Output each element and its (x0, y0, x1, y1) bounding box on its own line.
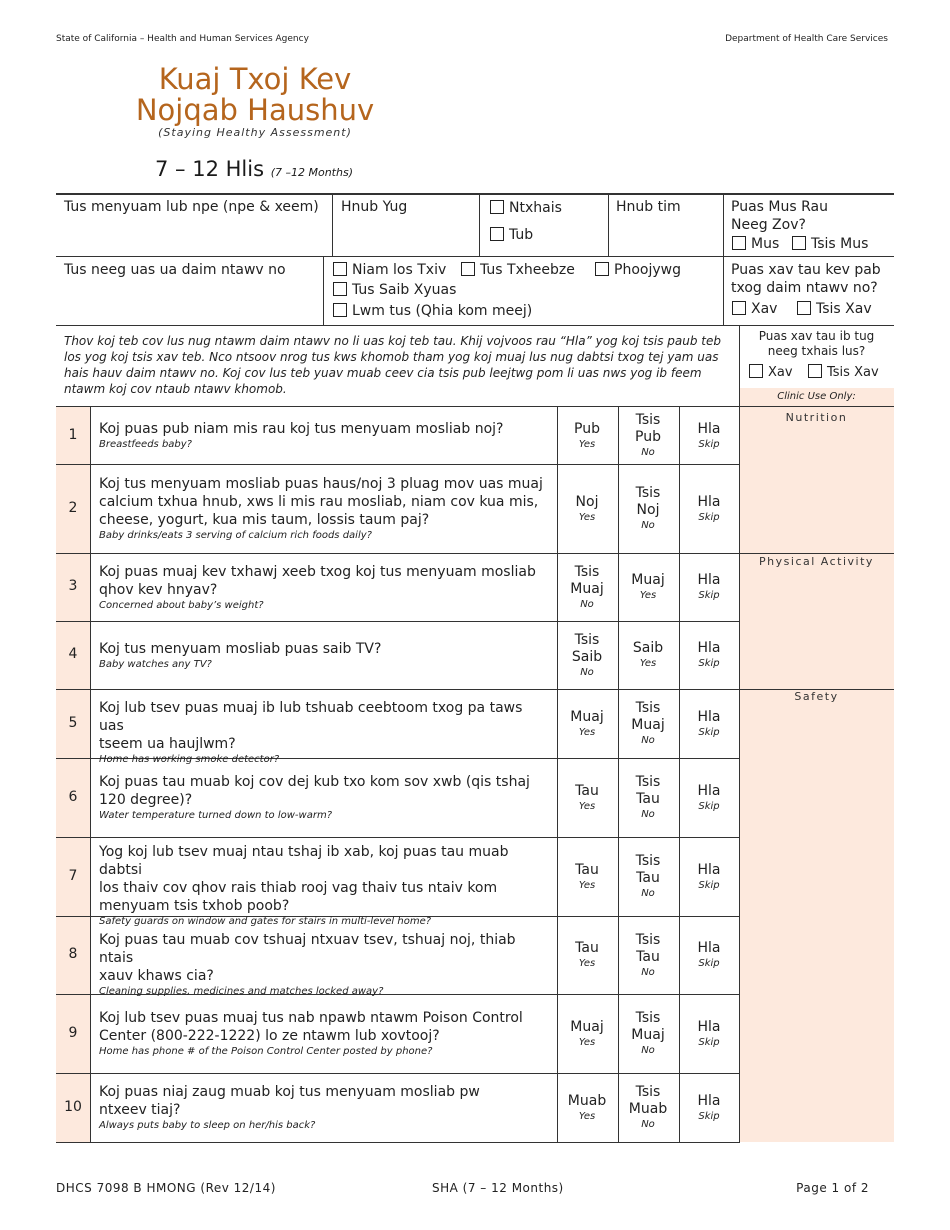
school-question-line: Neeg Zov? (731, 217, 806, 233)
answer-english: Skip (698, 1110, 720, 1122)
form-title-english: (Staying Healthy Assessment) (158, 126, 352, 139)
answer-english: Yes (578, 726, 596, 738)
answer-english: Yes (578, 438, 596, 450)
checkbox[interactable] (490, 227, 504, 241)
respondent-label: Tus neeg uas ua daim ntawv no (64, 262, 286, 278)
checkbox[interactable] (732, 301, 746, 315)
question-text-line: Koj tus menyuam mosliab puas haus/noj 3 pluag mov uas muaj (99, 476, 543, 492)
answer-label: Muaj (570, 708, 604, 725)
question-text-line: Koj puas muaj kev txhawj xeeb txog koj tus menyuam mosliab (99, 563, 536, 580)
form-rule-2 (56, 325, 894, 326)
answer-option-1[interactable] (557, 632, 617, 679)
clinic-section-nutrition: Nutrition (785, 411, 848, 424)
table-row-rule (56, 689, 740, 690)
checkbox[interactable] (808, 364, 822, 378)
answer-english: No (641, 888, 655, 899)
clinic-rule-nutrition (740, 553, 894, 554)
answer-label: Saib (632, 640, 664, 656)
answer-label: Muab (567, 1092, 607, 1109)
answer-english: Skip (698, 438, 720, 450)
answer-label: Muaj (631, 1027, 665, 1043)
question-english: Safety guards on window and gates for stairs in multi-level home? (99, 916, 432, 927)
answer-option-1[interactable] (557, 1093, 617, 1123)
form-title-line1: Kuaj Txoj Kev (158, 62, 352, 96)
answer-english: Skip (698, 1036, 720, 1048)
answer-english: No (641, 1045, 655, 1056)
footer-page: Page 1 of 2 (796, 1181, 869, 1195)
question-number: 8 (68, 946, 78, 962)
question-text (99, 563, 549, 612)
answer-label: Tsis (574, 563, 600, 580)
question-text-line: calcium txhua hnub, xws li mis rau mosliab, niam cov kua mis, (99, 494, 539, 510)
answer-label: Tsis (635, 1084, 661, 1100)
answer-english: No (641, 809, 655, 820)
answer-option-3[interactable] (679, 940, 739, 970)
answer-label: Hla (697, 782, 721, 799)
answer-english: Skip (698, 511, 720, 523)
option-label: Xav (751, 301, 778, 317)
answer-label: Tau (636, 791, 660, 807)
answer-option-2[interactable] (618, 932, 678, 979)
question-text (99, 843, 549, 928)
answer-label: Hla (697, 708, 721, 725)
interpreter-question-line: neeg txhais lus? (767, 344, 866, 358)
checkbox[interactable] (595, 262, 609, 276)
answer-option-1[interactable] (557, 564, 617, 611)
option-label: Phoojywg (614, 262, 681, 278)
question-text-line: qhov kev hnyav? (99, 581, 218, 598)
answer-label: Noj (636, 502, 660, 518)
child-name-field[interactable]: Tus menyuam lub npe (npe & xeem) (64, 199, 319, 215)
question-english: Cleaning supplies, medicines and matches locked away? (99, 985, 384, 997)
age-range-hmong: 7 – 12 Hlis (155, 157, 265, 181)
option-label: Tsis Mus (811, 236, 869, 252)
question-text (99, 699, 549, 766)
question-text-line: tseem ua haujlwm? (99, 736, 236, 752)
question-number: 6 (68, 788, 78, 805)
form-vline-1 (332, 194, 333, 256)
clinic-use-label: Clinic Use Only: (777, 391, 856, 402)
department-header: Department of Health Care Services (725, 34, 888, 44)
respondent-option-friend[interactable] (595, 262, 681, 278)
answer-english: No (580, 666, 594, 678)
interpreter-option-no[interactable] (808, 364, 879, 380)
answer-label: Tsis (635, 412, 661, 428)
answer-option-2[interactable] (618, 853, 678, 900)
answer-option-3[interactable] (679, 572, 739, 602)
option-label: Tsis Xav (816, 301, 872, 317)
clinic-section-safety: Safety (794, 690, 839, 703)
interpreter-question (740, 329, 893, 359)
clinic-section-physical-activity: Physical Activity (759, 555, 874, 568)
answer-label: Tau (575, 940, 599, 956)
question-text-line: cheese, yogurt, kua mis taum, lossis taum paj? (99, 512, 430, 528)
answer-label: Tsis (574, 631, 600, 648)
question-number: 9 (68, 1024, 78, 1041)
option-label: Ntxhais (509, 200, 562, 216)
answer-english: Yes (578, 800, 596, 812)
answer-option-2[interactable] (618, 485, 678, 532)
question-english: Baby drinks/eats 3 serving of calcium rich foods daily? (99, 530, 372, 541)
agency-header: State of California – Health and Human Services Agency (56, 34, 309, 44)
answer-label: Saib (571, 648, 603, 665)
question-text-line: ntxeev tiaj? (99, 1102, 181, 1118)
answer-english: Skip (698, 800, 720, 812)
help-question-line: Puas xav tau kev pab (731, 262, 881, 278)
answer-option-1[interactable] (557, 1019, 617, 1049)
answer-label: Pub (574, 420, 600, 437)
question-text (99, 773, 549, 822)
help-question (731, 261, 881, 297)
answer-option-3[interactable] (679, 640, 739, 670)
answer-english: Skip (698, 958, 720, 969)
sex-option-girl[interactable] (490, 200, 562, 216)
answer-option-1[interactable] (557, 421, 617, 451)
answer-option-3[interactable] (679, 862, 739, 892)
question-number: 2 (68, 499, 78, 516)
answer-option-2[interactable] (618, 1010, 678, 1057)
question-number: 3 (68, 578, 78, 594)
question-text-line: xauv khaws cia? (99, 967, 214, 984)
interpreter-question-line: Puas xav tau ib tug (758, 329, 875, 343)
school-option-yes[interactable] (732, 236, 779, 252)
question-number: 4 (68, 646, 78, 662)
question-number: 7 (68, 867, 78, 884)
footer-center: SHA (7 – 12 Months) (432, 1181, 564, 1195)
question-english: Home has phone # of the Poison Control Center posted by phone? (99, 1046, 433, 1057)
answer-option-3[interactable] (679, 709, 739, 739)
form-vline-4 (723, 194, 724, 325)
table-row-rule (56, 464, 740, 465)
answer-label: Hla (697, 420, 721, 437)
checkbox[interactable] (792, 236, 806, 250)
help-option-no[interactable] (797, 301, 872, 317)
option-label: Mus (751, 236, 780, 252)
sex-option-boy[interactable] (490, 227, 533, 243)
answer-label: Noj (575, 493, 599, 510)
answer-english: Skip (698, 726, 720, 738)
question-english: Water temperature turned down to low-warm? (99, 810, 333, 821)
answer-option-2[interactable] (618, 412, 678, 459)
question-text-line: Koj tus menyuam mosliab puas saib TV? (99, 640, 382, 657)
answer-english: Skip (698, 590, 720, 601)
school-question-line: Puas Mus Rau (731, 199, 828, 215)
answer-option-3[interactable] (679, 421, 739, 451)
question-text (99, 1009, 549, 1058)
checkbox[interactable] (333, 303, 347, 317)
table-row-rule (56, 621, 740, 622)
answer-label: Tau (575, 861, 599, 878)
answer-label: Hla (697, 1092, 721, 1109)
checkbox[interactable] (333, 262, 347, 276)
question-text (99, 475, 549, 542)
school-question (731, 198, 828, 234)
table-row-rule (56, 1142, 740, 1143)
answer-english: Yes (639, 658, 657, 669)
answer-english: Yes (639, 590, 657, 601)
answer-label: Muab (628, 1101, 668, 1117)
option-label: Niam los Txiv (352, 262, 447, 278)
option-label: Xav (768, 365, 793, 380)
question-text (99, 931, 549, 998)
answer-english: No (641, 520, 655, 531)
question-text-line: Koj puas pub niam mis rau koj tus menyuam mosliab noj? (99, 421, 504, 437)
answer-english: No (641, 735, 655, 746)
clinic-use-area (740, 388, 894, 1142)
question-english: Home has working smoke detector? (99, 754, 280, 765)
form-rule-1 (56, 256, 894, 257)
answer-label: Muaj (631, 572, 665, 588)
question-text-line: 120 degree)? (99, 792, 193, 808)
age-range (155, 157, 353, 181)
footer-form-id: DHCS 7098 B HMONG (Rev 12/14) (56, 1181, 276, 1195)
answer-english: Yes (578, 1110, 596, 1122)
answer-label: Tsis (635, 931, 661, 948)
question-text (99, 1083, 549, 1132)
question-english: Baby watches any TV? (99, 658, 212, 670)
answer-option-1[interactable] (557, 783, 617, 813)
question-text-line: los thaiv cov qhov rais thiab rooj vag thaiv tus ntaiv kom (99, 880, 498, 896)
answer-label: Hla (697, 940, 721, 956)
answer-label: Tsis (635, 700, 661, 716)
respondent-option-other[interactable] (333, 303, 532, 319)
checkbox[interactable] (749, 364, 763, 378)
checkbox[interactable] (797, 301, 811, 315)
question-text-line: Koj lub tsev puas muaj tus nab npawb ntawm Poison Control (99, 1010, 523, 1026)
answer-label: Hla (697, 1018, 721, 1035)
answer-option-1[interactable] (557, 494, 617, 524)
question-text (99, 420, 549, 451)
question-number: 1 (68, 426, 78, 443)
answer-english: Skip (698, 658, 720, 669)
clinic-use-rule (740, 406, 894, 407)
answer-english: Yes (578, 511, 596, 523)
respondent-option-parent[interactable] (333, 262, 446, 278)
form-vline-3 (608, 194, 609, 256)
school-option-no[interactable] (792, 236, 868, 252)
answer-label: Hla (697, 493, 721, 510)
answer-label: Tsis (635, 485, 661, 501)
option-label: Tus Saib Xyuas (352, 282, 457, 298)
answer-option-1[interactable] (557, 940, 617, 970)
qtable-vline-num (90, 407, 91, 1142)
question-text-line: Koj puas tau muab cov tshuaj ntxuav tsev, tshuaj noj, thiab ntais (99, 931, 516, 966)
answer-label: Hla (697, 572, 721, 588)
form-title-line2: Nojqab Haushuv (135, 93, 375, 127)
question-text-line: Koj puas tau muab koj cov dej kub txo kom sov xwb (qis tshaj (99, 774, 530, 790)
answer-label: Hla (697, 640, 721, 656)
form-vline-2 (479, 194, 480, 256)
question-english: Always puts baby to sleep on her/his back? (99, 1120, 316, 1131)
answer-label: Tsis (635, 853, 661, 869)
form-vline-5 (323, 257, 324, 325)
answer-english: Yes (578, 879, 596, 891)
answer-label: Tau (636, 870, 660, 886)
answer-option-2[interactable] (618, 572, 678, 602)
today-date-field[interactable]: Hnub tim (616, 199, 681, 215)
answer-option-3[interactable] (679, 494, 739, 524)
answer-english: No (641, 447, 655, 458)
answer-english: No (641, 966, 655, 978)
question-english: Breastfeeds baby? (99, 439, 192, 450)
answer-label: Muaj (570, 580, 604, 597)
checkbox[interactable] (732, 236, 746, 250)
table-row-rule (56, 1073, 740, 1074)
option-label: Lwm tus (Qhia kom meej) (352, 303, 533, 319)
answer-option-1[interactable] (557, 862, 617, 892)
answer-label: Tau (636, 948, 660, 965)
title-block (110, 64, 400, 139)
dob-field[interactable]: Hnub Yug (341, 199, 408, 215)
answer-option-2[interactable] (618, 640, 678, 670)
question-number: 5 (68, 714, 78, 731)
checkbox[interactable] (490, 200, 504, 214)
respondent-option-guardian[interactable] (333, 282, 456, 298)
option-label: Tsis Xav (827, 365, 879, 380)
question-text-line: menyuam tsis txhob poob? (99, 898, 290, 914)
top-rule (56, 193, 894, 195)
answer-english: Skip (698, 879, 720, 891)
answer-label: Muaj (631, 717, 665, 733)
question-english: Concerned about baby’s weight? (99, 599, 264, 611)
answer-option-3[interactable] (679, 1019, 739, 1049)
checkbox[interactable] (461, 262, 475, 276)
answer-label: Hla (697, 861, 721, 878)
answer-option-3[interactable] (679, 1093, 739, 1123)
interpreter-option-yes[interactable] (749, 364, 793, 380)
help-option-yes[interactable] (732, 301, 777, 317)
answer-option-2[interactable] (618, 700, 678, 747)
option-label: Tus Txheebze (480, 262, 575, 278)
answer-english: Yes (578, 1036, 596, 1048)
answer-english: No (641, 1119, 655, 1130)
age-range-english: (7 –12 Months) (270, 166, 353, 179)
option-label: Tub (509, 227, 534, 243)
answer-option-1[interactable] (557, 709, 617, 739)
answer-option-2[interactable] (618, 774, 678, 821)
answer-label: Tau (575, 782, 599, 799)
question-text-line: Yog koj lub tsev muaj ntau tshaj ib xab, koj puas tau muab dabtsi (99, 844, 509, 878)
question-text-line: Koj lub tsev puas muaj ib lub tshuab ceebtoom txog pa taws uas (99, 700, 523, 734)
answer-option-2[interactable] (618, 1084, 678, 1131)
answer-label: Tsis (635, 1010, 661, 1026)
table-row-rule (56, 553, 740, 554)
answer-english: No (580, 598, 594, 610)
respondent-option-relative[interactable] (461, 262, 575, 278)
answer-label: Pub (635, 429, 661, 445)
instructions: Thov koj teb cov lus nug ntawm daim ntawv no li uas koj teb tau. Khij vojvoos rau “Hla” yog koj tsis paub teb los yog koj tsis xav teb. Nco ntsoov nrog tus kws khomob tham yog koj muaj lus nug dabtsi txog tej yam uas hais hauv daim ntawv no. Koj cov lus teb yuav muab ceev cia tsis pub leejtwg pom li uas nws yog ib feem ntawm koj cov ntaub ntawv khomob. (64, 334, 721, 396)
question-text-line: Center (800-222-1222) lo ze ntawm lub xovtooj? (99, 1028, 440, 1044)
answer-option-3[interactable] (679, 783, 739, 813)
table-row-rule (56, 837, 740, 838)
answer-label: Tsis (635, 774, 661, 790)
question-table-top (56, 406, 740, 407)
question-number: 10 (64, 1098, 82, 1115)
question-text-line: Koj puas niaj zaug muab koj tus menyuam mosliab pw (99, 1084, 480, 1100)
question-text (99, 640, 549, 671)
help-question-line: txog daim ntawv no? (731, 280, 878, 296)
answer-label: Muaj (570, 1018, 604, 1035)
checkbox[interactable] (333, 282, 347, 296)
answer-english: Yes (578, 958, 596, 969)
